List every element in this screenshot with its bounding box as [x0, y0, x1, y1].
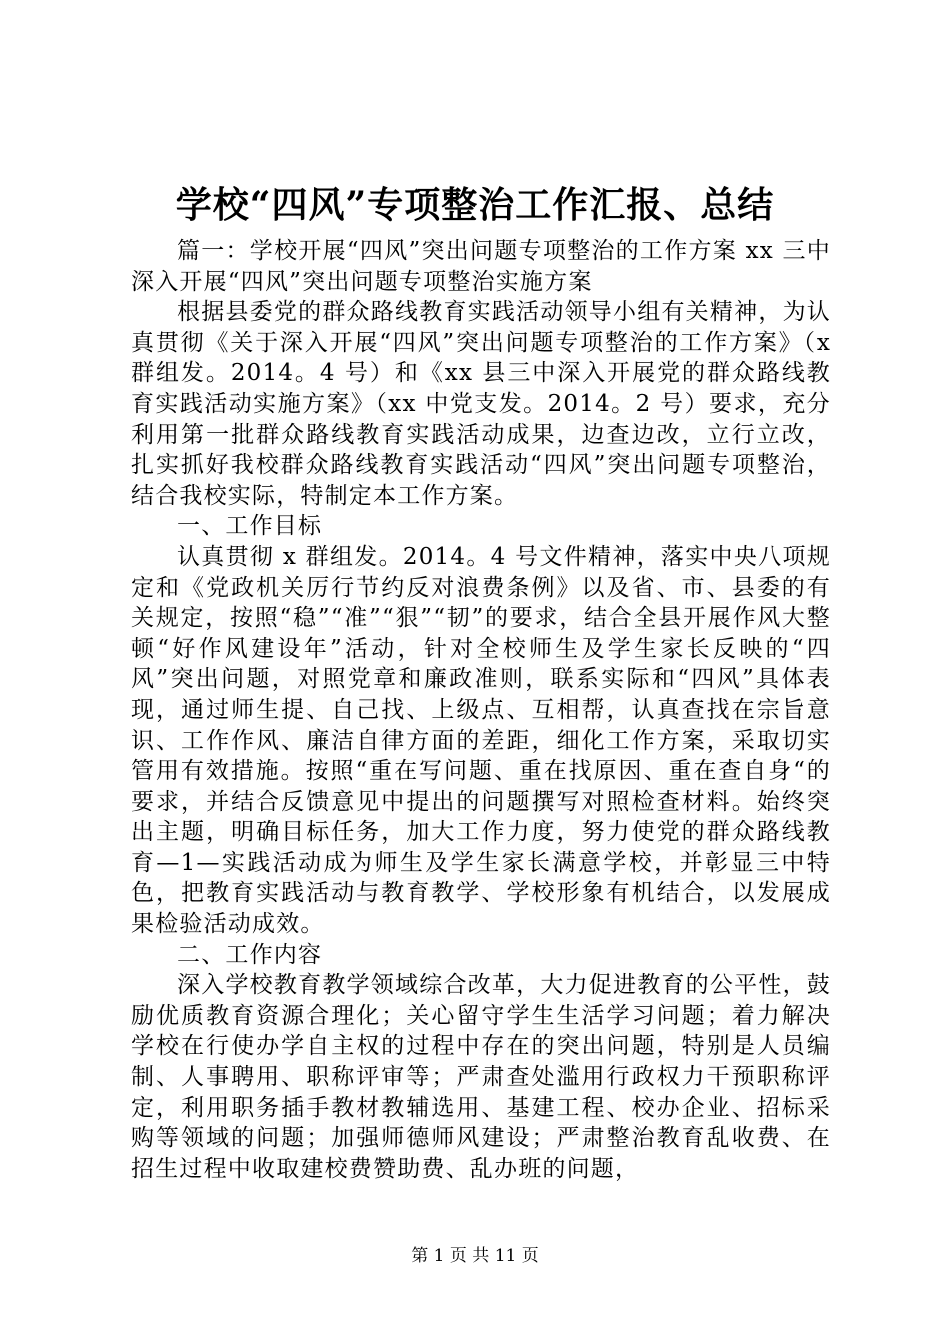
document-body — [131, 236, 831, 1184]
section-heading-content: 二、工作内容 — [177, 941, 323, 968]
paragraph-background: 根据县委党的群众路线教育实践活动领导小组有关精神，为认真贯彻《关于深入开展“四风”突出问题专项整治的工作方案》（x 群组发。2014。4 号）和《xx 县三中深入开展党的群众路线教育实践活动实施方案》（xx 中党支发。2014。2 号）要求，充分利用第一批群众路线教育实践活动成果，边查边改，立行立改，扎实抓好我校群众路线教育实践活动“四风”突出问题专项整治，结合我校实际，特制定本工作方案。 — [131, 299, 831, 509]
paragraph-content: 深入学校教育教学领域综合改革，大力促进教育的公平性，鼓励优质教育资源合理化；关心留守学生生活学习问题；着力解决学校在行使办学自主权的过程中存在的突出问题，特别是人员编制、人事聘用、职称评审等；严肃查处滥用行政权力干预职称评定，利用职务插手教材教辅选用、基建工程、校办企业、招标采购等领域的问题；加强师德师风建设；严肃整治教育乱收费、在招生过程中收取建校费赞助费、乱办班的问题， — [131, 972, 831, 1182]
document-title: 学校“四风”专项整治工作汇报、总结 — [175, 184, 775, 226]
paragraph-goals: 认真贯彻 x 群组发。2014。4 号文件精神，落实中央八项规定和《党政机关厉行节约反对浪费条例》以及省、市、县委的有关规定，按照“稳”“准”“狠”“韧”的要求，结合全县开展作风大整顿“好作风建设年”活动，针对全校师生及学生家长反映的“四风”突出问题，对照党章和廉政准则，联系实际和“四风”具体表现，通过师生提、自己找、上级点、互相帮，认真查找在宗旨意识、工作作风、廉洁自律方面的差距，细化工作方案，采取切实管用有效措施。按照“重在写问题、重在找原因、重在查自身“的要求，并结合反馈意见中提出的问题撰写对照检查材料。始终突出主题，明确目标任务，加大工作力度，努力使党的群众路线教育—1—实践活动成为师生及学生家长满意学校，并彰显三中特色，把教育实践活动与教育教学、学校形象有机结合，以发展成果检验活动成效。 — [131, 543, 831, 938]
paragraph-intro: 篇一：学校开展“四风”突出问题专项整治的工作方案 xx 三中深入开展“四风”突出问题专项整治实施方案 — [131, 238, 831, 295]
page-footer: 第 1 页 共 11 页 — [411, 1246, 539, 1266]
section-heading-goals: 一、工作目标 — [177, 513, 323, 540]
